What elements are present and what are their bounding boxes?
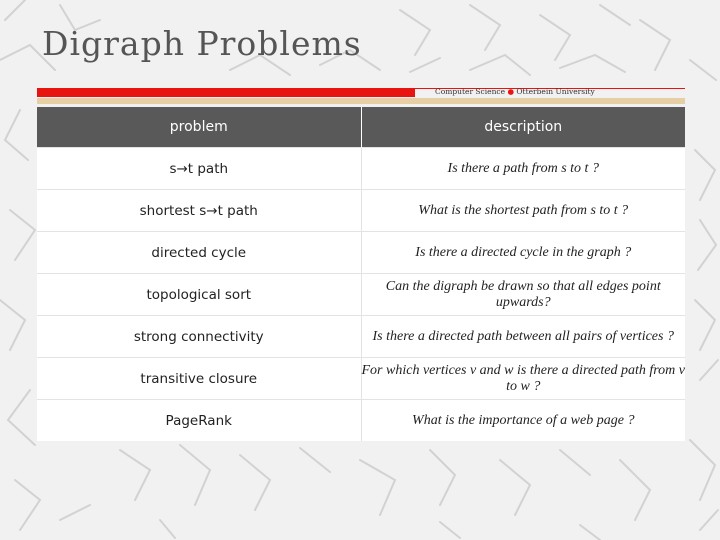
red-accent-bar — [37, 88, 415, 97]
description-cell: For which vertices v and w is there a directed path from v to w ? — [361, 358, 685, 400]
problem-cell: transitive closure — [37, 358, 361, 400]
affiliation-department: Computer Science — [435, 87, 506, 96]
problem-cell: PageRank — [37, 400, 361, 442]
problem-cell: shortest s→t path — [37, 190, 361, 232]
table-row — [37, 190, 685, 232]
table-row — [37, 274, 685, 316]
table-row — [37, 316, 685, 358]
table-row — [37, 358, 685, 400]
column-header-description: description — [361, 107, 685, 148]
affiliation-text — [435, 87, 595, 96]
column-header-problem: problem — [37, 107, 361, 148]
description-cell: What is the shortest path from s to t ? — [361, 190, 685, 232]
table-row — [37, 400, 685, 442]
description-cell: Is there a path from s to t ? — [361, 148, 685, 190]
description-cell: What is the importance of a web page ? — [361, 400, 685, 442]
problems-table — [37, 107, 685, 441]
description-cell: Is there a directed cycle in the graph ? — [361, 232, 685, 274]
table-row — [37, 232, 685, 274]
description-cell: Can the digraph be drawn so that all edges point upwards? — [361, 274, 685, 316]
problem-cell: topological sort — [37, 274, 361, 316]
table-header-row — [37, 107, 685, 148]
separator-dot-icon: ● — [507, 87, 515, 96]
tan-accent-bar — [37, 98, 685, 104]
header-accent-bar — [37, 86, 685, 104]
problem-cell: strong connectivity — [37, 316, 361, 358]
affiliation-university: Otterbein University — [516, 87, 595, 96]
problem-cell: s→t path — [37, 148, 361, 190]
problem-cell: directed cycle — [37, 232, 361, 274]
slide-title: Digraph Problems — [42, 24, 362, 63]
description-cell: Is there a directed path between all pairs of vertices ? — [361, 316, 685, 358]
table-row — [37, 148, 685, 190]
